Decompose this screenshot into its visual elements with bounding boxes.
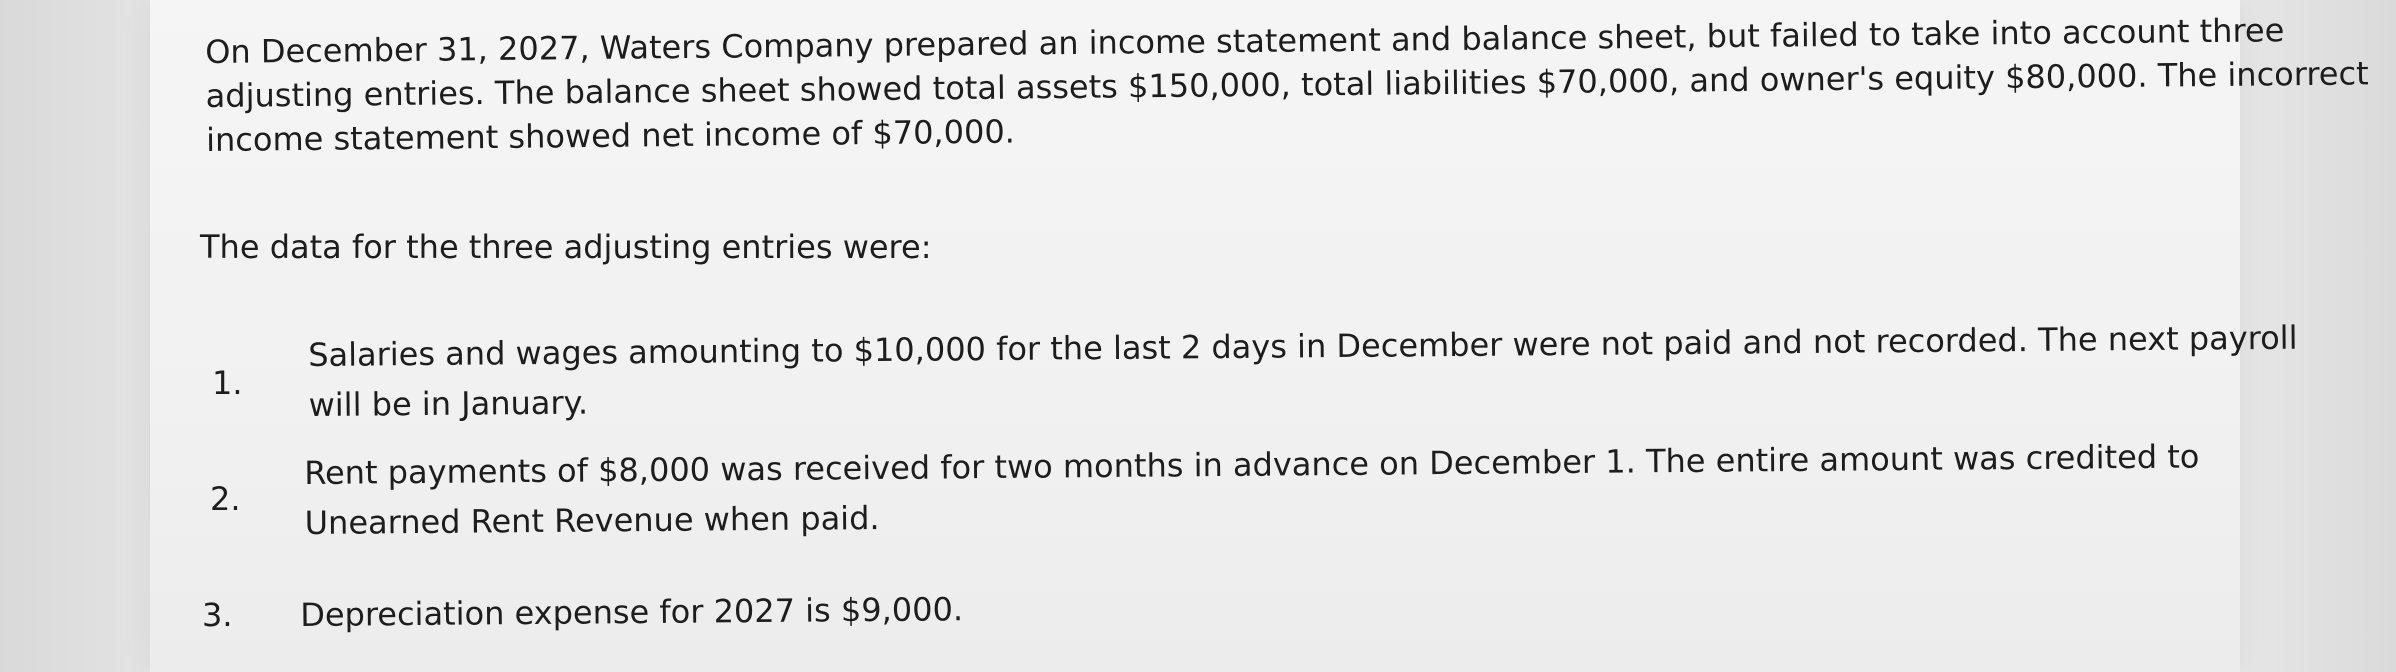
list-item-text <box>308 313 2298 430</box>
intro-line: income statement showed net income of $70,000. <box>205 112 1016 159</box>
list-item-text <box>304 431 2200 548</box>
intro-line: On December 31, 2027, Waters Company prepared an income statement and balance sheet, but failed to take into account three <box>205 11 2285 71</box>
list-item-line: Depreciation expense for 2027 is $9,000. <box>300 590 964 634</box>
list-item-number: 2. <box>210 480 241 518</box>
intro-paragraph <box>205 9 2369 162</box>
list-item-number: 3. <box>202 596 233 634</box>
list-item-line: Rent payments of $8,000 was received for two months in advance on December 1. The entire amount was credited to <box>304 437 2200 492</box>
list-item-line: will be in January. <box>308 383 589 424</box>
list-item-text <box>300 584 963 640</box>
lead-sentence: The data for the three adjusting entries were: <box>200 228 932 266</box>
list-item-line: Unearned Rent Revenue when paid. <box>304 498 880 542</box>
list-item-number: 1. <box>212 364 243 402</box>
intro-line: adjusting entries. The balance sheet showed total assets $150,000, total liabilities $70,000, and owner's equity $80,000. The incorrect <box>205 54 2369 115</box>
list-item-line: Salaries and wages amounting to $10,000 for the last 2 days in December were not paid and not recorded. The next payroll <box>308 318 2298 374</box>
